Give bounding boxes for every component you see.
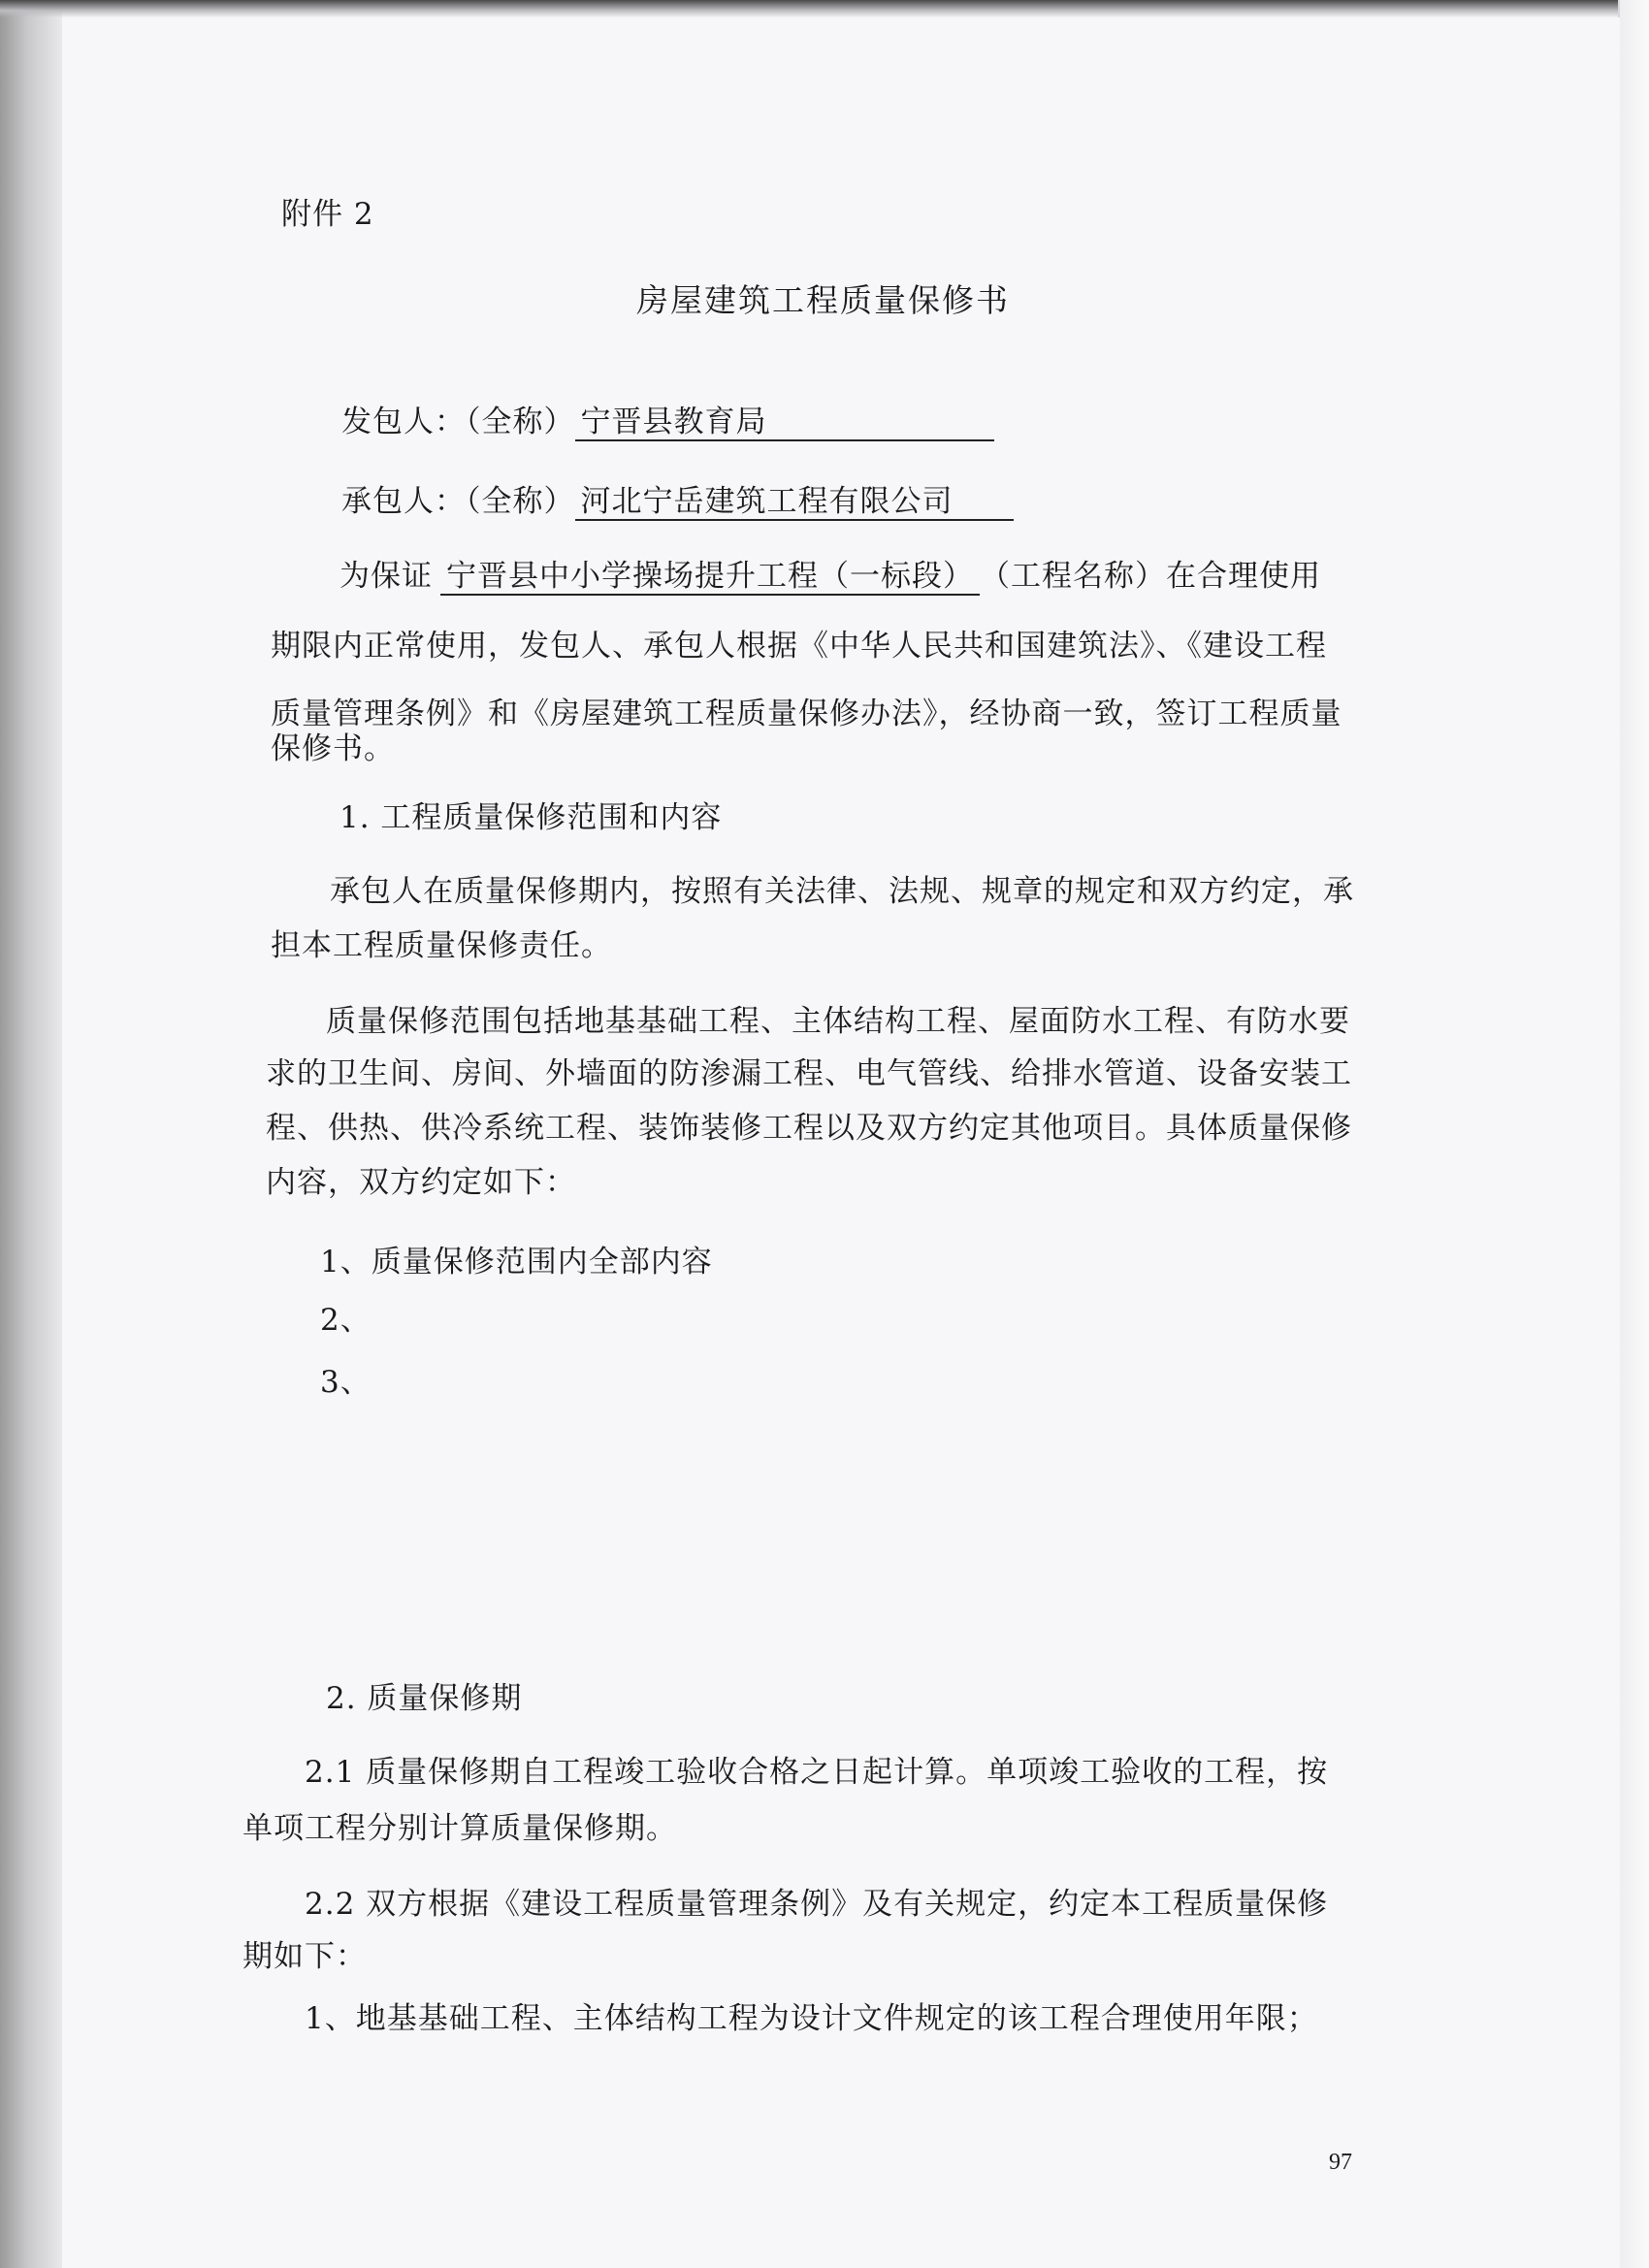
section-1-para-2-line-2: 求的卫生间、房间、外墙面的防渗漏工程、电气管线、给排水管道、设备安装工 (266, 1056, 1352, 1091)
scope-item-1: 1、质量保修范围内全部内容 (320, 1245, 713, 1280)
page-number: 97 (1329, 2150, 1352, 2175)
employer-name: 宁晋县教育局 (575, 407, 994, 441)
section-2-1-line-1: 2.1 质量保修期自工程竣工验收合格之日起计算。单项竣工验收的工程，按 (305, 1755, 1329, 1790)
scope-item-2: 2、 (320, 1303, 372, 1338)
section-2-1-line-2: 单项工程分别计算质量保修期。 (242, 1811, 677, 1846)
section-1-para-2-line-1: 质量保修范围包括地基基础工程、主体结构工程、屋面防水工程、有防水要 (326, 1004, 1350, 1039)
section-2-2-line-1: 2.2 双方根据《建设工程质量管理条例》及有关规定，约定本工程质量保修 (305, 1887, 1329, 1922)
section-2-2-line-2: 期如下： (242, 1939, 367, 1974)
section-1-para-1-line-1: 承包人在质量保修期内，按照有关法律、法规、规章的规定和双方约定，承 (330, 874, 1354, 909)
section-1-para-2-line-4: 内容，双方约定如下： (266, 1165, 576, 1200)
document-title: 房屋建筑工程质量保修书 (636, 281, 1010, 319)
project-name: 宁晋县中小学操场提升工程（一标段） (440, 562, 980, 596)
intro-line-4: 保修书。 (271, 731, 395, 766)
intro-prefix: 为保证 (340, 559, 433, 594)
warranty-period-item-1: 1、地基基础工程、主体结构工程为设计文件规定的该工程合理使用年限； (305, 2001, 1318, 2036)
section-1-para-1-line-2: 担本工程质量保修责任。 (271, 928, 612, 963)
section-1-heading: 1. 工程质量保修范围和内容 (340, 800, 723, 835)
contractor-name: 河北宁岳建筑工程有限公司 (575, 487, 1014, 521)
section-1-para-2-line-3: 程、供热、供冷系统工程、装饰装修工程以及双方约定其他项目。具体质量保修 (266, 1111, 1352, 1146)
employer-line (341, 407, 994, 441)
intro-line-2: 期限内正常使用，发包人、承包人根据《中华人民共和国建筑法》、《建设工程 (271, 629, 1327, 664)
scan-shadow-left (0, 0, 62, 2268)
intro-suffix: （工程名称）在合理使用 (980, 559, 1321, 594)
scan-shadow-top (0, 0, 1649, 17)
scan-edge-right (1618, 0, 1649, 2268)
employer-label: 发包人：（全称） (341, 405, 575, 439)
intro-line-3: 质量管理条例》和《房屋建筑工程质量保修办法》，经协商一致，签订工程质量 (271, 697, 1342, 731)
section-2-heading: 2. 质量保修期 (326, 1681, 523, 1716)
contractor-label: 承包人：（全称） (341, 484, 575, 519)
intro-line-1 (340, 559, 1321, 596)
contractor-line (341, 484, 1014, 521)
scope-item-3: 3、 (320, 1365, 372, 1400)
document-page (62, 17, 1620, 2268)
attachment-label: 附件 2 (281, 197, 374, 232)
